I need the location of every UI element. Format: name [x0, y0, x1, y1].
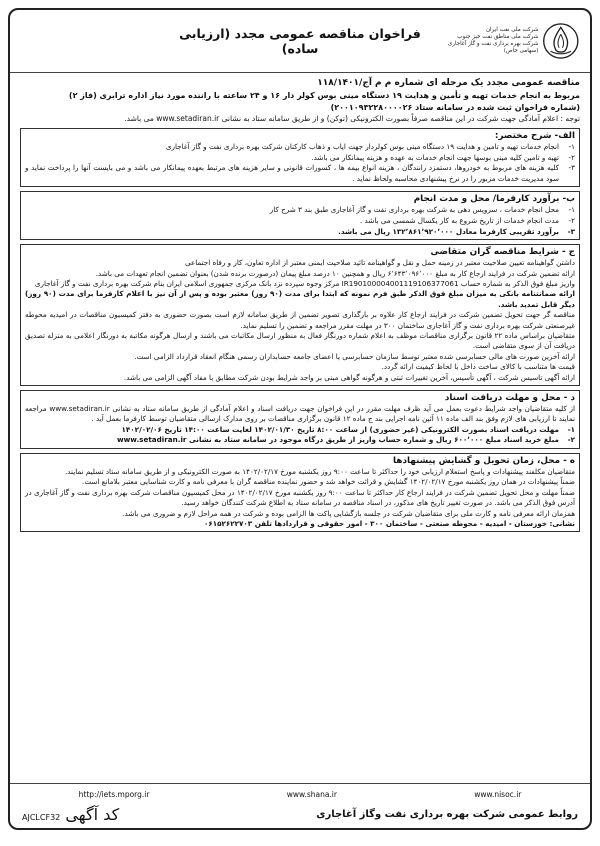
condition-paragraph: قیمت ها متناسب با کالای ساخت داخل با لحاظ کیفیت ارائه گردد. — [381, 362, 575, 372]
documents-paragraph: از کلیه متقاضیان واجد شرایط دعوت بعمل می آید ظرف مهلت مقرر در این فراخوان جهت دریافت اسناد و اعلام آمادگی از طریق سامانه ستاد به نشانی www.setadiran.ir مراجعه نمایند تا ارزیابی های لازم وفق بند الف ماده ۱۱ آئین نامه اجرایی بند ج ماده ۱۲ قانون برگزاری مناقصات بر روی مدارک ارسالی متقاضیان توسط کارفرما بعمل آید . — [25, 404, 575, 424]
org-line-2: شرکت ملی مناطق نفت خیز جنوب — [457, 34, 539, 40]
section-title: ج - شرایط مناقصه گران متقاضی — [430, 247, 575, 258]
condition-paragraph: داشتن گواهینامه تعیین صلاحیت معتبر در زمینه حمل و نقل و گواهینامه تائید صلاحیت ایمنی معتبر از اداره تعاون، کار و رفاه اجتماعی — [184, 258, 575, 268]
section-title: ه - محل، زمان تحویل و گشایش پیشنهادها — [393, 456, 575, 467]
notice-body — [10, 73, 590, 532]
condition-paragraph: متقاضیان براساس ماده ۲۲ قانون برگزاری مناقصات موظف به اعلام شماره دورنگار فعال به منظور ارسال مکاتبات می باشند و ارسال هرگونه مکاتبه به دورنگار اعلامی به منزله تصدیق دریافت آن از سوی متقاضی است. — [25, 331, 575, 351]
section-documents-deadline — [20, 390, 580, 449]
condition-paragraph: مناقصه گر جهت تحویل تضمین شرکت در فرایند ارجاع کار علاوه بر بارگذاری تصویر تضمین از طریق سامانه لازم است بصورت حضوری به دفتر کمیسیون مناقصات در امیدیه محوطه غیرصنعتی شرکت بهره برداری نفت و گاز آغاجاری ساختمان ۳۰۰ در مهلت مقرر مراجعه و تضمین را تسلیم نماید. — [25, 310, 575, 330]
oil-company-logo-icon — [542, 19, 580, 63]
submission-paragraph: متقاضیان مکلفند پیشنهادات و پاسخ استعلام ارزیابی خود را حداکثر تا ساعت ۹:۰۰ روز یکشنبه مورخ ۱۴۰۲/۰۲/۱۷ به صورت الکترونیکی و از طریق سامانه ستاد تسلیم نمایند. — [64, 467, 575, 477]
org-line-3: شرکت بهره برداری نفت و گاز آغاجاری (سهامی خاص) — [447, 41, 539, 54]
org-line-1: شرکت ملی نفت ایران — [485, 27, 539, 33]
section-description — [20, 128, 580, 187]
condition-paragraph: ارائه آگهی تاسیس شرکت ، آگهی تأسیس، آخرین تغییرات ثبتی و هرگونه گواهی مبنی بر واجد شرایط بودن شرکت مطابق با مفاد آگهی الزامی می باشد. — [123, 372, 575, 382]
section-submission-opening — [20, 453, 580, 532]
list-item: ۱- محل انجام خدمات ، سرویس دهی به شرکت بهره برداری نفت و گاز آغاجاری طبق بند ۳ شرح کار — [269, 205, 575, 215]
submission-paragraph: ضمناً پیشنهادات در همان روز یکشنبه مورخ ۱۴۰۲/۰۲/۱۷ گشایش و قرائت خواهد شد و حضور نماینده مناقصه گران با معرفی نامه و کارت شناسایی معتبر بلامانع است. — [82, 477, 575, 487]
list-item: ۲- مبلغ خرید اسناد مبلغ ۶۰۰٬۰۰۰ ریال و شماره حساب واریز از طریق درگاه موجود در سامانه ستاد به نشانی www.setadiran.ir — [116, 435, 575, 445]
section-estimate-location — [20, 191, 580, 240]
list-item: ۱- مهلت دریافت اسناد بصورت الکترونیکی (غیر حضوری) از ساعت ۸:۰۰ تاریخ ۱۴۰۲/۰۱/۳۰ لغایت ساعت ۱۴:۰۰ تاریخ ۱۴۰۲/۰۲/۰۶ — [121, 424, 575, 434]
tender-subject: مربوط به انجام خدمات تهیه و تأمین و هدایت ۱۹ دستگاه مینی بوس کولر دار ۱۶ و ۲۴ ساعته با راننده مورد نیاز اداره ترابری (فاز ۲) — [68, 91, 580, 100]
ad-code-value: AJCLCF32 — [22, 813, 61, 822]
organization-block — [430, 19, 580, 63]
footer-link-nisoc[interactable]: www.nisoc.ir — [474, 790, 522, 799]
section-title: الف- شرح مختصر: — [494, 131, 575, 141]
condition-paragraph: ارائه تضمین شرکت در فرایند ارجاع کار به مبلغ ۶٬۶۴۳٬۰۹۶٬۰۰۰ ریال و همچنین ۱۰ درصد مبلغ پیمان (درصورت برنده شدن) بعنوان تضمین انجام تعهدات می باشد. — [95, 268, 575, 278]
condition-paragraph: ارائه آخرین صورت های مالی حسابرسی شده معتبر توسط سازمان حسابرسی یا اعضای جامعه حسابداران رسمی هنگام انعقاد قرارداد الزامی است. — [134, 351, 575, 361]
ad-code-label: کد آگهی — [65, 805, 120, 824]
notice-title: فراخوان مناقصه عمومی مجدد (ارزیابی ساده) — [179, 26, 421, 56]
footer-links — [10, 784, 590, 799]
submission-paragraph: همزمان ارائه معرفی نامه و کارت ملی برای متقاضیان شرکت در جلسه بازگشایی پاکت ها الزامی بوده و شرکت در همه مراحل لازم و ضروری می باشد. — [122, 508, 575, 518]
footer-link-iets[interactable]: http://iets.mporg.ir — [78, 790, 150, 799]
condition-paragraph: واریز مبلغ فوق الذکر به شماره حساب IR190100004001119106377061 مرکز وجوه سپرده نزد بانک مرکزی جمهوری اسلامی ایران بنام شرکت بهره برداری نفت و گاز آغاجاری — [34, 278, 575, 288]
list-item: ۱- انجام خدمات تهیه و تامین و هدایت ۱۹ دستگاه مینی بوس کولردار جهت ایاب و ذهاب کارکنان شرکت بهره برداری نفت و گاز آغاجاری — [165, 142, 575, 151]
list-item: ۳- برآورد تقریبی کارفرما معادل ۱۳۲٬۸۶۱٬۹۲۰٬۰۰۰ ریال می باشد. — [338, 226, 575, 236]
notice-footer — [10, 783, 590, 828]
list-item: ۲- تهیه و تامین کلیه مینی بوسها جهت انجام خدمات به عهده و هزینه پیمانکار می باشد. — [311, 152, 575, 162]
section-title: ب- برآورد کارفرما/ محل و مدت انجام — [413, 194, 575, 205]
footer-link-shana[interactable]: www.shana.ir — [286, 790, 337, 799]
list-item: ۲- مدت انجام خدمات از تاریخ شروع به کار یکسال شمسی می باشد . — [359, 215, 575, 225]
ad-code — [22, 805, 119, 824]
address-line: نشانی: خوزستان - امیدیه - محوطه صنعتی - ساختمان ۳۰۰ - امور حقوقی و قراردادها تلفن ۰۶۱۵۲۶۲۲۷۰۳ — [203, 519, 575, 529]
tender-registration: (شماره فراخوان ثبت شده در سامانه ستاد ۲۰۰۱۰۹۳۲۲۸۰۰۰۰۲۶) — [330, 102, 580, 112]
submission-paragraph: ضمناً مهلت و محل تحویل تضمین شرکت در فرایند ارجاع کار حداکثر تا ساعت ۹:۰۰ روز یکشنبه مورخ ۱۴۰۲/۰۲/۱۷ در محل کمیسیون مناقصات شرکت بهره برداری نفت و گاز آغاجاری در آدرس فوق الذکر می باشد. در صورت تغییر تاریخ های مذکور، در اسناد مناقصه در سامانه ستاد به اطلاع شرکت کنندگان خواهد رسید. — [25, 487, 575, 508]
notice-header — [10, 10, 590, 73]
tender-notice-page — [8, 8, 592, 830]
public-relations-org: روابط عمومی شرکت بهره برداری نفت وگاز آغاجاری — [316, 809, 578, 820]
list-item: ۳- کلیه هزینه های مربوط به خودروها، دستمزد رانندگان ، هزینه انواع بیمه ها ، کسورات قانونی و سایر هزینه های مرتبط بعهده پیمانکار می باشد و می بایست آنها را پرداخت نماید و سود مدیریت خدمات مزبور را در نرخ پیشنهادی محاسبه ولحاظ نماید . — [25, 163, 575, 183]
attention-note: توجه : اعلام آمادگی جهت شرکت در این مناقصه صرفاً بصورت الکترونیکی (توکن) و از طریق سامانه ستاد به نشانی www.setadiran.ir می باشد. — [124, 114, 580, 123]
section-title: د - محل و مهلت دریافت اسناد — [444, 393, 575, 404]
condition-paragraph: ارائه ضمانتنامه بانکی به میزان مبلغ فوق الذکر طبق فرم نمونه که ابتدا برای مدت (۹۰ روز) معتبر بوده و پس از آن نیز با اعلام کارفرما برای مدت (۹۰ روز) دیگر قابل تمدید باشد. — [25, 289, 576, 309]
tender-number: مناقصه عمومی مجدد یک مرحله ای شماره م م آج/۱۱۸/۱۴۰۱ — [317, 78, 580, 88]
section-bidder-conditions — [20, 244, 580, 386]
